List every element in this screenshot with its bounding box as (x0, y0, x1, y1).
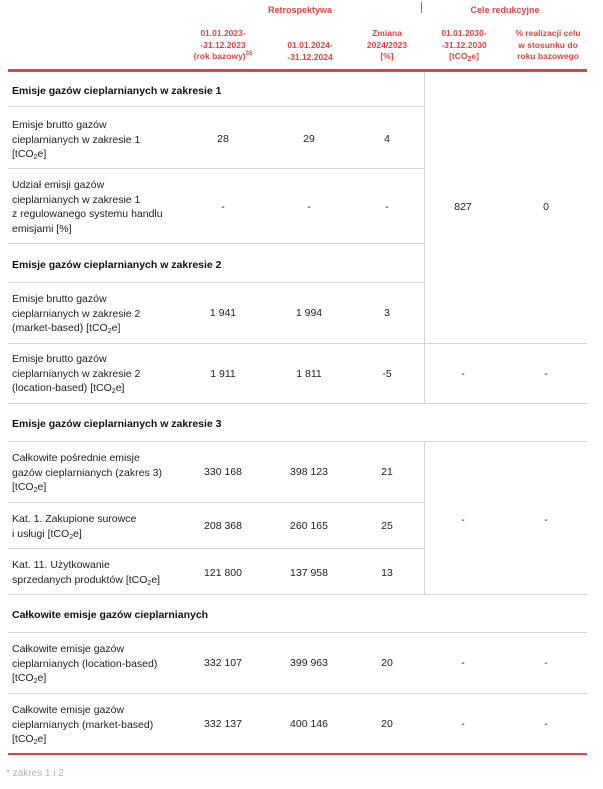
cell-value: 332 107 (204, 657, 242, 669)
cell-value: - (461, 657, 465, 669)
cell-value: 332 137 (204, 718, 242, 730)
cell-value: 20 (381, 657, 393, 669)
section-title-scope3: Emisje gazów cieplarnianych w zakresie 3 (12, 418, 222, 430)
row-divider (8, 243, 424, 244)
cell-value: 29 (303, 133, 315, 145)
cell-value: - (221, 201, 225, 213)
goal-column-separator-2 (424, 442, 425, 594)
cell-value: 1 941 (209, 307, 237, 319)
row-label-scope2-location: Emisje brutto gazów cieplarnianych w zakresie 2 (location-based) [tCO$_2$e] (12, 353, 141, 395)
goal-value-2030: 827 (454, 201, 472, 213)
cell-value: 208 368 (204, 520, 242, 532)
cell-value: 20 (381, 718, 393, 730)
goal-value-2030-scope3: - (461, 514, 465, 526)
cell-value: 260 165 (290, 520, 328, 532)
cell-value: 398 123 (290, 466, 328, 478)
cell-value: 25 (381, 520, 393, 532)
row-divider (8, 168, 424, 169)
col-header-change: Zmiana 2024/2023 [%] (366, 28, 408, 61)
cell-value: 121 800 (204, 567, 242, 579)
cell-value: - (461, 368, 465, 380)
section-title-scope1: Emisje gazów cieplarnianych w zakresie 1 (12, 85, 222, 97)
cell-value: - (544, 657, 548, 669)
row-label-scope3-cat1: Kat. 1. Zakupione surowce i usługi [tCO$_2$e] (12, 513, 137, 541)
cell-value: 13 (381, 567, 393, 579)
cell-value: 3 (384, 307, 390, 319)
row-divider (8, 693, 587, 694)
cell-value: 21 (381, 466, 393, 478)
group-header-cele: Cele redukcyjne (470, 5, 540, 15)
row-divider (8, 403, 587, 404)
row-label-total-location: Całkowite emisje gazów cieplarnianych (location-based) [tCO$_2$e] (12, 643, 158, 685)
row-label-scope2-market: Emisje brutto gazów cieplarnianych w zakresie 2 (market-based) [tCO$_2$e] (12, 293, 141, 335)
cell-value: 1 911 (210, 368, 236, 380)
section-title-total: Całkowite emisje gazów cieplarnianych (12, 609, 209, 621)
goal-realization-pct: 0 (543, 201, 549, 213)
row-label-scope3-cat11: Kat. 11. Użytkowanie sprzedanych produktów [tCO$_2$e] (12, 559, 161, 587)
cell-value: 399 963 (290, 657, 328, 669)
table-bottom-rule (8, 753, 587, 755)
cell-value: 1 811 (296, 368, 322, 380)
cell-value: 1 994 (295, 307, 323, 319)
row-divider (8, 343, 587, 344)
cell-value: -5 (382, 368, 392, 380)
row-divider (8, 632, 587, 633)
section-title-scope2: Emisje gazów cieplarnianych w zakresie 2 (12, 259, 222, 271)
row-divider (8, 106, 424, 107)
cell-value: 137 958 (290, 567, 328, 579)
row-label-scope3-total: Całkowite pośrednie emisje gazów cieplarnianych (zakres 3) [tCO$_2$e] (12, 452, 162, 494)
cell-value: - (385, 201, 389, 213)
group-header-retrospektywa: Retrospektywa (267, 5, 333, 15)
cell-value: - (307, 201, 311, 213)
cell-value: 400 146 (290, 718, 328, 730)
row-label-total-market: Całkowite emisje gazów cieplarnianych (market-based) [tCO$_2$e] (12, 704, 154, 746)
col-header-2024: 01.01.2024- -31.12.2024 (287, 40, 333, 62)
group-divider (421, 2, 422, 13)
cell-value: - (544, 368, 548, 380)
goal-column-separator-1 (424, 72, 425, 404)
cell-value: 4 (384, 133, 390, 145)
header-rule (8, 69, 587, 72)
row-label-scope1-ets-share: Udział emisji gazów cieplarnianych w zakresie 1 z regulowanego systemu handlu emisjami [%] (12, 179, 163, 235)
cell-value: - (544, 718, 548, 730)
row-divider (8, 548, 424, 549)
row-divider (8, 282, 424, 283)
goal-realization-pct-scope3: - (544, 514, 548, 526)
col-header-2023: 01.01.2023- -31.12.2023 (rok bazowy)$^{35}$ (193, 28, 253, 61)
row-divider (8, 594, 587, 595)
col-header-pct: % realizacji celu w stosunku do roku bazowego (515, 28, 581, 61)
cell-value: 330 168 (204, 466, 242, 478)
col-header-2030: 01.01.2030- -31.12.2030 [tCO$_2$e] (441, 28, 487, 63)
cell-value: 28 (217, 133, 229, 145)
cell-value: - (461, 718, 465, 730)
row-divider (8, 441, 587, 442)
row-label-scope1-gross: Emisje brutto gazów cieplarnianych w zakresie 1 [tCO$_2$e] (12, 119, 141, 161)
row-divider (8, 502, 424, 503)
footnote: * zakres 1 i 2 (6, 768, 64, 779)
